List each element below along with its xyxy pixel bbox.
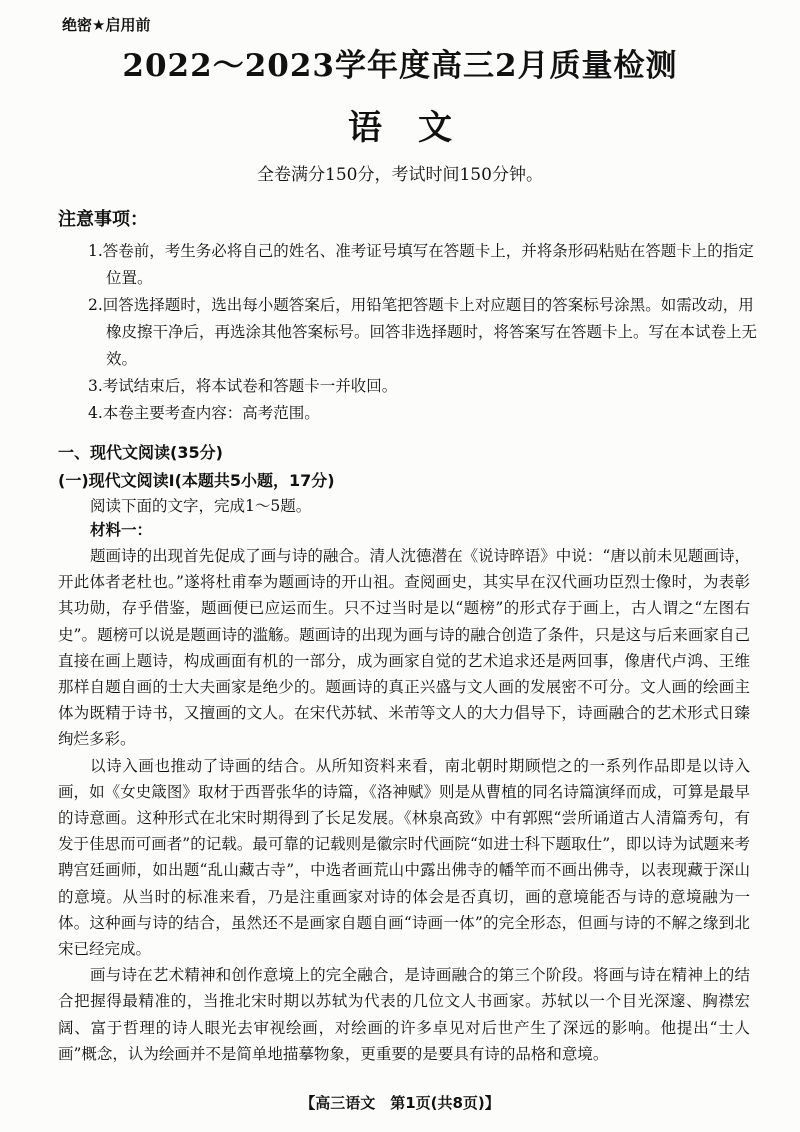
score-info: 全卷满分150分，考试时间150分钟。 — [257, 165, 543, 185]
notice-item: 4.本卷主要考查内容：高考范围。 — [88, 404, 320, 422]
page-footer: 【高三语文 第1页(共8页)】 — [300, 1094, 500, 1112]
passage-paragraph: 题画诗的出现首先促成了画与诗的融合。清人沈德潜在《说诗晬语》中说：“唐以前未见题画诗，开此体者老杜也。”遂将杜甫奉为题画诗的开山祖。查阅画史，其实早在汉代画功臣烈士像时，为表彰其功勋，存乎借鉴，题画便已应运而生。只不过当时是以“题榜”的形式存于画上，古人谓之“左图右史”。题榜可以说是题画诗的滥觞。题画诗的出现为画与诗的融合创造了条件，只是这与后来画家自己直接在画上题诗，构成画面有机的一部分，成为画家自觉的艺术追求还是两回事，像唐代卢鸿、王维那样自题自画的士大夫画家是绝少的。题画诗的真正兴盛与文人画的发展密不可分。文人画的绘画主体为既精于诗书，又擅画的文人。在宋代苏轼、米芾等文人的大力倡导下，诗画融合的艺术形式日臻绚烂多彩。 — [58, 547, 750, 749]
exam-title: 2022～2023学年度高三2月质量检测 — [122, 48, 678, 84]
subsection-heading: (一)现代文阅读Ⅰ(本题共5小题，17分) — [58, 471, 335, 490]
notice-heading: 注意事项： — [58, 209, 148, 230]
reading-instruction: 阅读下面的文字，完成1～5题。 — [90, 497, 312, 515]
passage-paragraph: 画与诗在艺术精神和创作意境上的完全融合，是诗画融合的第三个阶段。将画与诗在精神上的结合把握得最精准的，当推北宋时期以苏轼为代表的几位文人书画家。苏轼以一个目光深邃、胸襟宏阔、富于哲理的诗人眼光去审视绘画，对绘画的许多卓见对后世产生了深远的影响。他提出“士人画”概念，认为绘画并不是简单地描摹物象，更重要的是要具有诗的品格和意境。 — [58, 966, 750, 1063]
material-label: 材料一： — [90, 520, 153, 539]
secret-label: 绝密★启用前 — [62, 16, 151, 34]
notice-item: 1.答卷前，考生务必将自己的姓名、准考证号填写在答题卡上，并将条形码粘贴在答题卡上的指定位置。 — [88, 242, 754, 287]
notice-list — [88, 238, 760, 427]
notice-item: 2.回答选择题时，选出每小题答案后，用铅笔把答题卡上对应题目的答案标号涂黑。如需改动，用橡皮擦干净后，再选涂其他答案标号。回答非选择题时，将答案写在答题卡上。写在本试卷上无效。 — [88, 296, 758, 368]
section-heading: 一、现代文阅读(35分) — [58, 443, 223, 462]
passage-body — [58, 543, 750, 1067]
subject-title: 语文 — [348, 108, 488, 148]
notice-item: 3.考试结束后，将本试卷和答题卡一并收回。 — [88, 377, 398, 395]
passage-paragraph: 以诗入画也推动了诗画的结合。从所知资料来看，南北朝时期顾恺之的一系列作品即是以诗入画，如《女史箴图》取材于西晋张华的诗篇，《洛神赋》则是从曹植的同名诗篇演绎而成，可算是最早的诗意画。这种形式在北宋时期得到了长足发展。《林泉高致》中有郭熙“尝所诵道古人清篇秀句，有发于佳思而可画者”的记载。最可靠的记载则是徽宗时代画院“如进士科下题取仕”，即以诗为试题来考聘宫廷画师，如出题“乱山藏古寺”，中选者画荒山中露出佛寺的幡竿而不画出佛寺，以表现藏于深山的意境。从当时的标准来看，乃是注重画家对诗的体会是否真切，画的意境能否与诗的意境融为一体。这种画与诗的结合，虽然还不是画家自题自画“诗画一体”的完全形态，但画与诗的不解之缘到北宋已经完成。 — [58, 756, 750, 959]
